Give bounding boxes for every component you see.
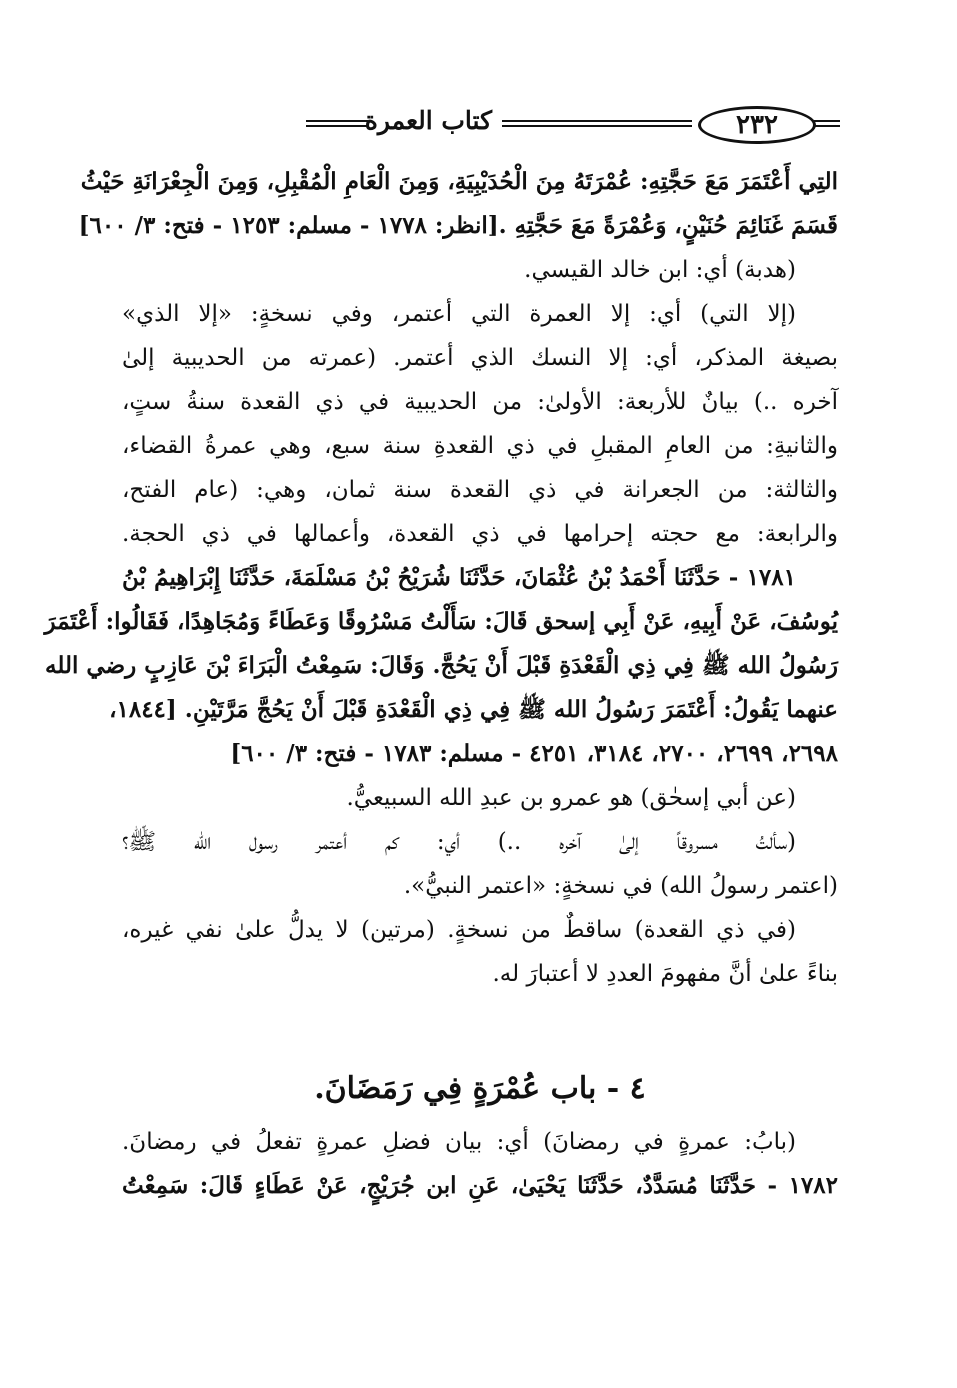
page-header	[118, 100, 840, 150]
text-line: ٢٦٩٨، ٢٦٩٩، ٢٧٠٠، ٣١٨٤، ٤٢٥١ - مسلم: ١٧٨٣ - فتح: ٣/ ٦٠٠]	[230, 740, 838, 767]
header-rule	[814, 120, 840, 127]
text-line: قَسَمَ غَنَائِمَ حُنَيْنٍ، وَعُمْرَةً مَعَ حَجَّتِهِ .[انظر: ١٧٧٨ - مسلم: ١٢٥٣ - فتح: ٣/ ٦٠٠]	[78, 212, 838, 239]
text-line: والثانيةِ: من العامِ المقبلِ في ذي القعدةِ سنة سبع، وهي عمرةُ القضاء،	[122, 433, 838, 459]
section-gap	[122, 996, 838, 1058]
text-line: ١٧٨٢ - حَدَّثَنَا مُسَدَّدٌ، حَدَّثَنَا يَحْيَىٰ، عَنِ ابن جُرَيْجٍ، عَنْ عَطَاءٍ قَالَ: سَمِعْتُ	[122, 1172, 838, 1199]
page-number: ٢٣٢	[698, 106, 816, 144]
text-line: والثالثة: من الجعرانة في ذي القعدة سنة ثمان، وهي: (عام الفتح،	[122, 477, 838, 503]
text-line: رَسُولُ الله ﷺ فِي ذِي الْقَعْدَةِ قَبْلَ أَنْ يَحُجَّ. وَقَالَ: سَمِعْتُ الْبَرَاءَ بْنَ عَازِبٍ رضي الله	[45, 652, 838, 679]
text-line: والرابعة: مع حجته إحرامها في ذي القعدة، وأعمالها في ذي الحجة.	[122, 521, 838, 547]
text-line: يُوسُفَ، عَنْ أَبِيهِ، عَنْ أَبِي إسحق قَالَ: سَأَلْتُ مَسْرُوقًا وَعَطَاءً وَمُجَاهِدًا، فَقَالُوا: أَعْتَمَرَ	[44, 608, 838, 635]
header-rule	[306, 120, 368, 127]
text-line: التِي أَعْتَمَرَ مَعَ حَجَّتِهِ: عُمْرَتَهُ مِنَ الْحُدَيْبِيَةِ، وَمِنَ الْعَامِ الْمُقْبِلِ، وَمِنَ الْجِعْرَانَةِ حَيْثُ	[80, 168, 838, 195]
text-line: (عن أبي إسحٰق) هو عمرو بن عبدِ الله السبيعيُّ.	[346, 785, 796, 811]
header-rule	[502, 120, 692, 127]
page-body	[44, 160, 838, 1208]
text-block	[44, 160, 838, 996]
text-line: (اعتمر رسولُ الله) في نسخةٍ: «اعتمر النبيُّ».	[403, 873, 838, 899]
text-line: ١٧٨١ - حَدَّثَنَا أَحْمَدُ بْنُ عُثْمَانَ، حَدَّثَنَا شُرَيْحُ بْنُ مَسْلَمَةَ، حَدَّثَنَا إِبْرَاهِيمُ بْنُ	[122, 564, 796, 591]
text-line: (بابُ: عمرةٍ في رمضانَ) أي: بيان فضلِ عمرةٍ تفعلُ في رمضانَ.	[122, 1129, 796, 1155]
text-line: عنهما يَقُولُ: أَعْتَمَرَ رَسُولُ الله ﷺ فِي ذِي الْقَعْدَةِ قَبْلَ أَنْ يَحُجَّ مَرَّتَيْنِ. [١٨٤٤،	[109, 696, 838, 723]
text-line: بصيغة المذكر، أي: إلا النسك الذي أعتمر. (عمرته من الحديبية إلىٰ	[122, 345, 838, 371]
text-line: بناءً علىٰ أنَّ مفهومَ العددِ لا أعتبارَ له.	[492, 961, 838, 987]
text-line: (إلا التي) أي: إلا العمرة التي أعتمر، وفي نسخةٍ: «إلا الذي»	[122, 301, 796, 327]
text-line: (في ذي القعدة) ساقطٌ من نسخةٍ. (مرتين) لا يدلُّ علىٰ نفي غيره،	[122, 917, 796, 943]
text-line: (هدبة) أي: ابن خالد القيسي.	[524, 257, 796, 283]
book-title: كتاب العمرة	[364, 106, 492, 135]
text-block	[122, 1120, 838, 1208]
text-line: (سألتُ مسروقاً إلىٰ آخره ..) أي: كم أعتمر رسول الله ﷺ؟	[122, 829, 796, 855]
chapter-heading: ٤ - باب عُمْرَةٍ فِي رَمَضَانَ.	[314, 1071, 646, 1106]
text-line: آخره ..) بيانٌ للأربعة: الأولىٰ: من الحديبية في ذي القعدة سنةُ ستٍ،	[122, 389, 838, 415]
